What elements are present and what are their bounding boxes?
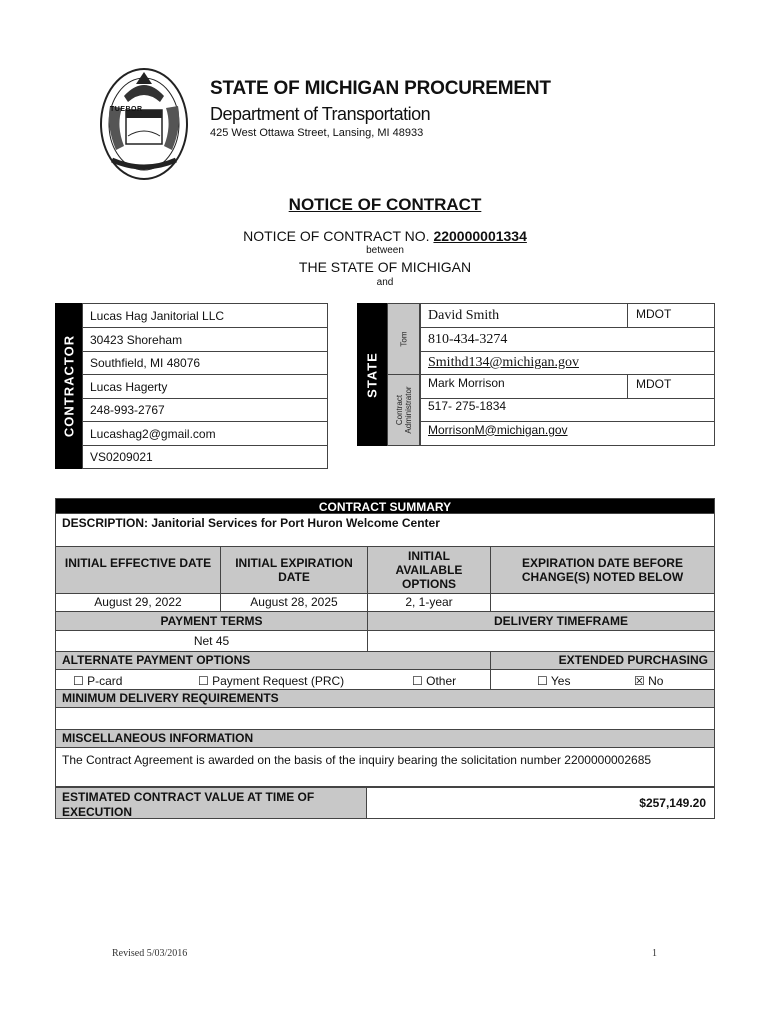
state-seal-logo — [98, 66, 190, 182]
prc-checkbox-icon[interactable]: ☐ — [198, 674, 209, 688]
between-text: between — [366, 245, 404, 256]
state-label: STATE — [364, 351, 380, 398]
contractor-street: 30423 Shoreham — [83, 328, 327, 352]
contractor-company: Lucas Hag Janitorial LLC — [83, 304, 327, 328]
options-value: 2, 1-year — [367, 593, 491, 612]
col-expiration-before-change: EXPIRATION DATE BEFORE CHANGE(S) NOTED BELOW — [490, 546, 715, 594]
alternate-payment-label: ALTERNATE PAYMENT OPTIONS — [55, 651, 491, 670]
contractor-label-bar — [55, 303, 82, 469]
extended-purchasing-options — [490, 669, 715, 690]
yes-label: Yes — [550, 674, 571, 688]
extended-purchasing-label: EXTENDED PURCHASING — [490, 651, 715, 670]
state-label-bar — [357, 303, 387, 446]
pcard-label: P-card — [87, 674, 123, 688]
and-text: and — [376, 277, 394, 288]
notice-heading: NOTICE OF CONTRACT — [288, 195, 482, 214]
no-checked-checkbox-icon[interactable]: ☒ — [634, 674, 645, 688]
expiration-before-value — [490, 593, 715, 612]
revision-date: Revised 5/03/2016 — [112, 948, 188, 959]
min-delivery-label: MINIMUM DELIVERY REQUIREMENTS — [55, 689, 715, 708]
contractor-contact: Lucas Hagerty — [83, 375, 327, 399]
no-option[interactable] — [634, 674, 663, 688]
pm-name: David Smith — [428, 308, 500, 323]
payment-terms-value: Net 45 — [55, 630, 368, 652]
misc-info-value: The Contract Agreement is awarded on the basis of the inquiry bearing the solicitation number 2200000002685 — [55, 747, 715, 787]
no-label: No — [648, 674, 664, 688]
contractor-vendor-id: VS0209021 — [90, 450, 153, 464]
pm-phone: 810-434-3274 — [421, 328, 714, 352]
ca-name: Mark Morrison — [421, 375, 714, 399]
page-title: STATE OF MICHIGAN PROCUREMENT — [210, 78, 551, 99]
payment-terms-label: PAYMENT TERMS — [55, 611, 368, 631]
delivery-timeframe-label: DELIVERY TIMEFRAME — [367, 611, 715, 631]
ca-agency: MDOT — [627, 375, 715, 399]
contract-administrator-role — [387, 374, 420, 446]
pm-email[interactable]: Smithd134@michigan.gov — [421, 351, 714, 375]
prc-option[interactable] — [198, 674, 344, 688]
prc-label: Payment Request (PRC) — [212, 674, 345, 688]
min-delivery-value — [55, 707, 715, 730]
contractor-email: Lucashag2@gmail.com — [83, 422, 327, 446]
contractor-info — [82, 303, 328, 469]
yes-checkbox-icon[interactable]: ☐ — [537, 674, 548, 688]
alternate-payment-options — [55, 669, 491, 690]
delivery-timeframe-value — [367, 630, 715, 652]
contractor-city: Southfield, MI 48076 — [83, 351, 327, 375]
col-expiration-date: INITIAL EXPIRATION DATE — [220, 546, 368, 594]
state-contacts — [420, 303, 715, 446]
pm-agency: MDOT — [627, 304, 715, 328]
seal-motto: TUEBOR — [110, 106, 143, 113]
contract-number-label: NOTICE OF CONTRACT NO. — [243, 228, 430, 244]
pcard-checkbox-icon[interactable]: ☐ — [73, 674, 84, 688]
program-manager-role-label: Tom — [399, 331, 408, 347]
page-number: 1 — [652, 948, 657, 959]
misc-info-label: MISCELLANEOUS INFORMATION — [55, 729, 715, 748]
col-effective-date: INITIAL EFFECTIVE DATE — [55, 546, 221, 594]
summary-description: DESCRIPTION: Janitorial Services for Port Huron Welcome Center — [55, 513, 715, 547]
contractor-phone: 248-993-2767 — [83, 398, 327, 422]
expiration-date-value: August 28, 2025 — [220, 593, 368, 612]
department-address: 425 West Ottawa Street, Lansing, MI 48933 — [210, 127, 424, 139]
other-checkbox-icon[interactable]: ☐ — [412, 674, 423, 688]
ca-email[interactable]: MorrisonM@michigan.gov — [428, 422, 568, 437]
program-manager-role — [387, 303, 420, 375]
ca-phone: 517- 275-1834 — [421, 398, 714, 422]
pcard-option[interactable] — [73, 674, 122, 688]
contract-number: 220000001334 — [433, 228, 527, 244]
other-option[interactable] — [412, 674, 456, 688]
department-name: Department of Transportation — [210, 104, 431, 124]
contract-number-line — [0, 228, 770, 244]
contract-administrator-role-label: Contract Administrator — [394, 386, 413, 434]
contractor-label: CONTRACTOR — [61, 334, 76, 438]
yes-option[interactable] — [537, 674, 570, 688]
summary-heading: CONTRACT SUMMARY — [55, 498, 715, 514]
est-value: $257,149.20 — [366, 787, 715, 819]
est-value-label: ESTIMATED CONTRACT VALUE AT TIME OF EXECUTION — [55, 787, 367, 819]
other-label: Other — [426, 674, 457, 688]
state-party: THE STATE OF MICHIGAN — [298, 259, 472, 275]
col-available-options: INITIAL AVAILABLE OPTIONS — [367, 546, 491, 594]
effective-date-value: August 29, 2022 — [55, 593, 221, 612]
